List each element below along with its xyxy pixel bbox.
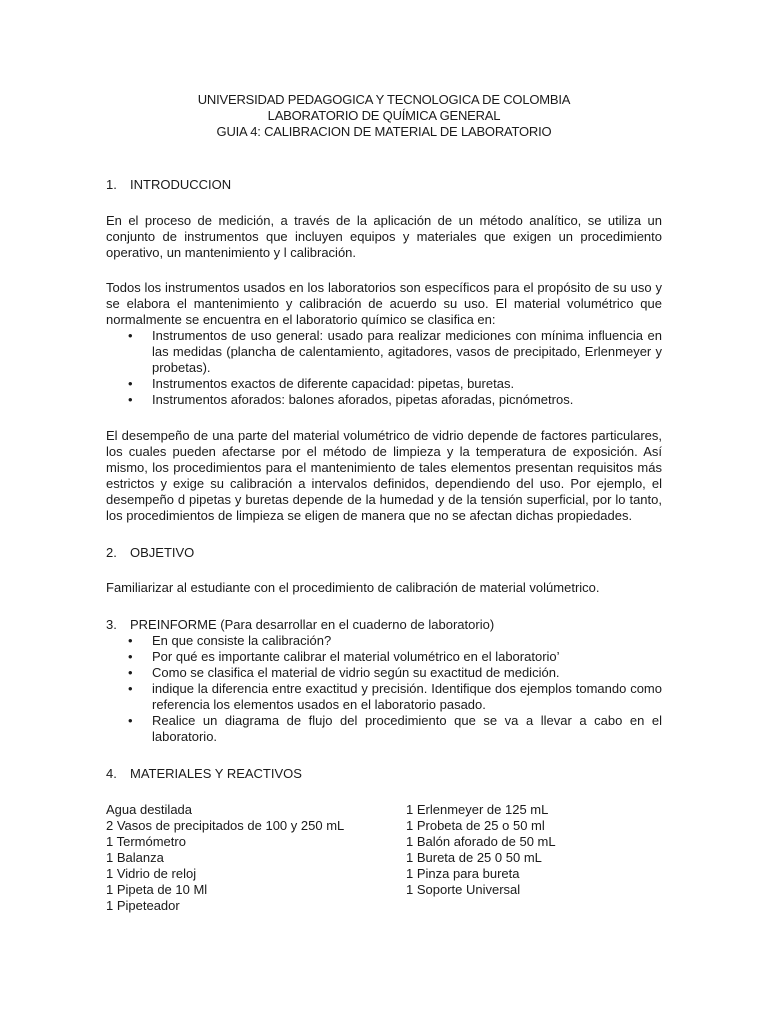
list-item: • indique la diferencia entre exactitud y precisión. Identifique dos ejemplos tomando como referencia los elementos usados en el laboratorio pasado. xyxy=(128,681,662,712)
bullet-icon: • xyxy=(128,392,133,407)
materials-column-2 xyxy=(406,802,656,914)
bullet-icon: • xyxy=(128,633,133,648)
list-item: 1 Bureta de 25 0 50 mL xyxy=(406,850,542,865)
list-item: 1 Vidrio de reloj xyxy=(106,866,197,881)
list-item: 1 Pinza para bureta xyxy=(406,866,520,881)
list-item: • Instrumentos de uso general: usado para realizar mediciones con mínima influencia en las medidas (plancha de calentamiento, agitadores, vasos de precipitado, Erlenmeyer y probetas). xyxy=(128,328,662,375)
materials-column-1 xyxy=(106,802,406,914)
section-number: 2. xyxy=(106,545,117,560)
section-title: INTRODUCCION xyxy=(130,177,232,192)
section-title: OBJETIVO xyxy=(130,545,195,560)
bullet-icon: • xyxy=(128,681,133,696)
bullet-icon: • xyxy=(128,376,133,391)
list-item: 1 Termómetro xyxy=(106,834,186,849)
section-number: 1. xyxy=(106,177,117,192)
list-item: 1 Soporte Universal xyxy=(406,882,521,897)
section-number: 4. xyxy=(106,766,117,781)
list-item: 2 Vasos de precipitados de 100 y 250 mL xyxy=(106,818,345,833)
list-item: 1 Pipeteador xyxy=(106,898,180,913)
section-heading-objetivo xyxy=(106,545,662,561)
list-item: Agua destilada xyxy=(106,802,193,817)
guide-title: GUIA 4: CALIBRACION DE MATERIAL DE LABORATORIO xyxy=(216,124,552,139)
list-item: • Por qué es importante calibrar el material volumétrico en el laboratorio’ xyxy=(128,649,560,664)
document-header xyxy=(106,92,662,140)
list-item: 1 Pipeta de 10 Ml xyxy=(106,882,208,897)
list-item: • Como se clasifica el material de vidrio según su exactitud de medición. xyxy=(128,665,560,680)
materials-list xyxy=(106,802,662,914)
section-heading-materiales xyxy=(106,766,662,782)
objetivo-paragraph: Familiarizar al estudiante con el procedimiento de calibración de material volúmetrico. xyxy=(106,580,600,595)
section-heading-introduccion xyxy=(106,177,662,193)
list-item: 1 Balón aforado de 50 mL xyxy=(406,834,556,849)
bullet-icon: • xyxy=(128,649,133,664)
preinforme-questions-list xyxy=(106,633,662,745)
section-title: PREINFORME (Para desarrollar en el cuaderno de laboratorio) xyxy=(130,617,495,632)
intro-paragraph-2: Todos los instrumentos usados en los laboratorios son específicos para el propósito de su uso y se elabora el mantenimiento y calibración de acuerdo su uso. El material volumétrico que normalmente se encuentra en el laboratorio químico se clasifica en: xyxy=(106,280,662,327)
list-item: • Instrumentos exactos de diferente capacidad: pipetas, buretas. xyxy=(128,376,515,391)
section-title: MATERIALES Y REACTIVOS xyxy=(130,766,302,781)
intro-paragraph-1: En el proceso de medición, a través de la aplicación de un método analítico, se utiliza un conjunto de instrumentos que incluyen equipos y materiales que exigen un procedimiento operativo, un mantenimiento y l calibración. xyxy=(106,213,662,260)
list-item: 1 Probeta de 25 o 50 ml xyxy=(406,818,545,833)
bullet-icon: • xyxy=(128,713,133,728)
section-number: 3. xyxy=(106,617,117,632)
section-heading-preinforme xyxy=(106,617,662,633)
list-item: • Instrumentos aforados: balones aforados, pipetas aforadas, picnómetros. xyxy=(128,392,574,407)
list-item: 1 Erlenmeyer de 125 mL xyxy=(406,802,549,817)
instrument-types-list xyxy=(106,328,662,408)
bullet-icon: • xyxy=(128,328,133,343)
bullet-icon: • xyxy=(128,665,133,680)
list-item: • Realice un diagrama de flujo del procedimiento que se va a llevar a cabo en el laboratorio. xyxy=(128,713,662,744)
list-item: • En que consiste la calibración? xyxy=(128,633,332,648)
university-name: UNIVERSIDAD PEDAGOGICA Y TECNOLOGICA DE COLOMBIA xyxy=(197,92,571,107)
list-item: 1 Balanza xyxy=(106,850,164,865)
lab-name: LABORATORIO DE QUÍMICA GENERAL xyxy=(267,108,501,123)
intro-paragraph-3: El desempeño de una parte del material volumétrico de vidrio depende de factores particulares, los cuales pueden afectarse por el método de limpieza y la temperatura de exposición. Así mismo, los procedimientos para el mantenimiento de tales elementos presentan requisitos más estrictos y exige su calibración a intervalos definidos, dependiendo del uso. Por ejemplo, el desempeño d pipetas y buretas depende de la humedad y de la tensión superficial, por lo tanto, los procedimientos de limpieza se eligen de manera que no se afectan dichas propiedades. xyxy=(106,428,662,523)
